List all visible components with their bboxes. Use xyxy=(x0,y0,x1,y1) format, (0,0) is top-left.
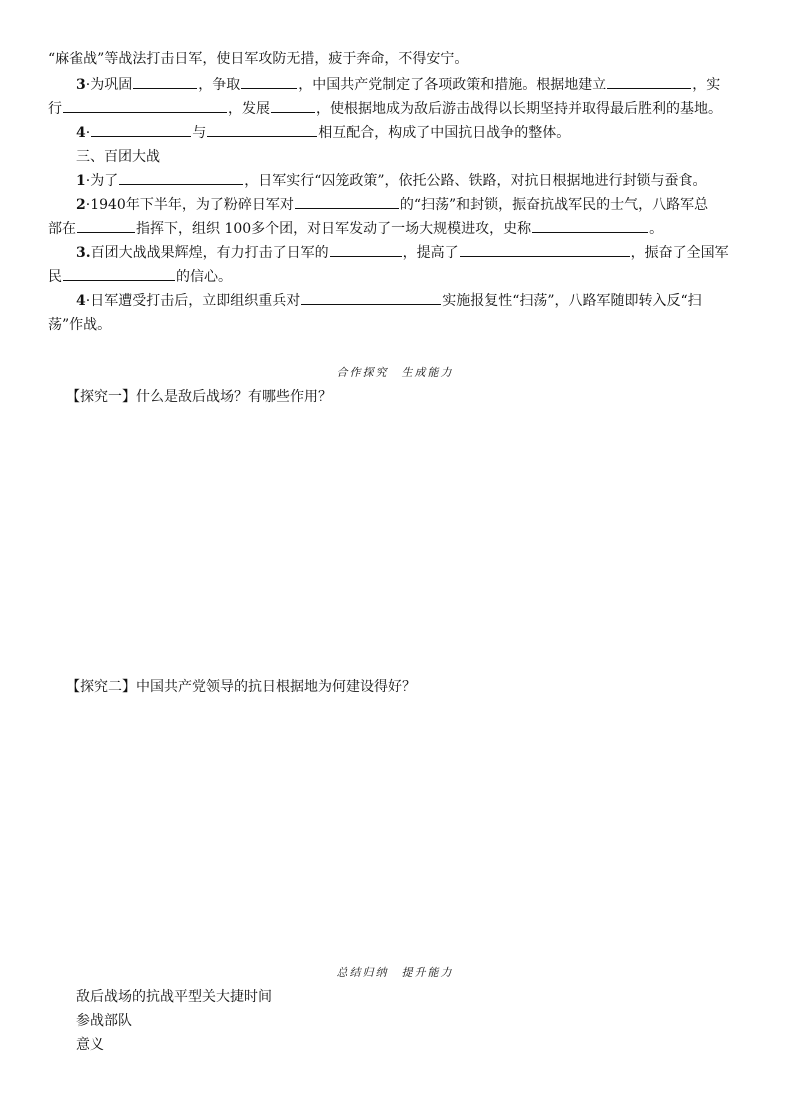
text: 。 xyxy=(649,221,664,237)
item-number: 1 xyxy=(76,173,86,189)
item-number: 3. xyxy=(76,245,91,261)
text: 荡”作战。 xyxy=(48,317,112,333)
fill-blank[interactable] xyxy=(77,218,135,233)
item-3 xyxy=(76,74,750,96)
summary-line-2: 参战部队 xyxy=(76,1013,132,1029)
s3-item-4 xyxy=(76,290,750,312)
text: 部在 xyxy=(48,221,76,237)
coop-heading: 合作探究 生成能力 xyxy=(336,366,454,379)
text: 百团大战战果辉煌，有力打击了日军的 xyxy=(90,245,329,261)
inquiry-2: 【探究二】中国共产党领导的抗日根据地为何建设得好？ xyxy=(66,679,416,695)
summary-line-3: 意义 xyxy=(76,1037,104,1053)
fill-blank[interactable] xyxy=(330,242,402,257)
fill-blank[interactable] xyxy=(295,194,399,209)
item-3-cont xyxy=(48,98,750,120)
item-4 xyxy=(76,122,750,144)
text: ，使根据地成为敌后游击战得以长期坚持并取得最后胜利的基地。 xyxy=(316,101,722,117)
fill-blank[interactable] xyxy=(91,122,191,137)
s3-item-3 xyxy=(76,242,750,264)
s3-item-3-cont xyxy=(48,266,750,288)
text: 的“扫荡”和封锁，振奋抗战军民的士气，八路军总 xyxy=(399,197,709,213)
text: ·为了 xyxy=(85,173,119,189)
section-title xyxy=(76,146,750,168)
text: ，提高了 xyxy=(402,245,459,261)
item-number: 3 xyxy=(76,77,86,93)
text: 指挥下，组织 100多个团，对日军发动了一场大规模进攻，史称 xyxy=(136,221,532,237)
s3-item-1 xyxy=(76,170,750,192)
text: 行 xyxy=(48,101,62,117)
text: “麻雀战”等战法打击日军，使日军攻防无措，疲于奔命，不得安宁。 xyxy=(48,51,469,67)
text: ，振奋了全国军 xyxy=(630,245,729,261)
item-number: 4 xyxy=(76,125,86,141)
text: 实施报复性“扫荡”，八路军随即转入反“扫 xyxy=(442,293,702,309)
fill-blank[interactable] xyxy=(63,98,227,113)
text: · xyxy=(85,125,91,141)
fill-blank[interactable] xyxy=(63,266,175,281)
fill-blank[interactable] xyxy=(271,98,315,113)
text: ·为巩固 xyxy=(85,77,133,93)
text: ·日军遭受打击后，立即组织重兵对 xyxy=(85,293,301,309)
s3-item-4-cont xyxy=(48,314,750,336)
fill-blank[interactable] xyxy=(207,122,317,137)
text: ，争取 xyxy=(198,77,241,93)
item-number: 4 xyxy=(76,293,86,309)
text: 相互配合，构成了中国抗日战争的整体。 xyxy=(318,125,571,141)
fill-blank[interactable] xyxy=(460,242,630,257)
section-heading: 三、百团大战 xyxy=(76,149,160,165)
text: 的信心。 xyxy=(176,269,232,285)
fill-blank[interactable] xyxy=(301,290,441,305)
s3-item-2-cont xyxy=(48,218,750,240)
fill-blank[interactable] xyxy=(607,74,691,89)
text-line xyxy=(48,48,750,70)
text: 与 xyxy=(192,125,207,141)
text: ，实 xyxy=(692,77,721,93)
fill-blank[interactable] xyxy=(133,74,197,89)
s3-item-2 xyxy=(76,194,750,216)
fill-blank[interactable] xyxy=(532,218,648,233)
summary-line-1: 敌后战场的抗战平型关大捷时间 xyxy=(76,989,272,1005)
inquiry-1: 【探究一】什么是敌后战场？有哪些作用？ xyxy=(66,389,332,405)
summary-heading: 总结归纳 提升能力 xyxy=(336,966,454,979)
fill-blank[interactable] xyxy=(119,170,243,185)
item-number: 2 xyxy=(76,197,86,213)
text: ，中国共产党制定了各项政策和措施。根据地建立 xyxy=(298,77,607,93)
text: 民 xyxy=(48,269,62,285)
text: ，发展 xyxy=(228,101,270,117)
text: ，日军实行“囚笼政策”，依托公路、铁路，对抗日根据地进行封锁与蚕食。 xyxy=(244,173,707,189)
fill-blank[interactable] xyxy=(241,74,297,89)
text: ·1940年下半年，为了粉碎日军对 xyxy=(85,197,294,213)
